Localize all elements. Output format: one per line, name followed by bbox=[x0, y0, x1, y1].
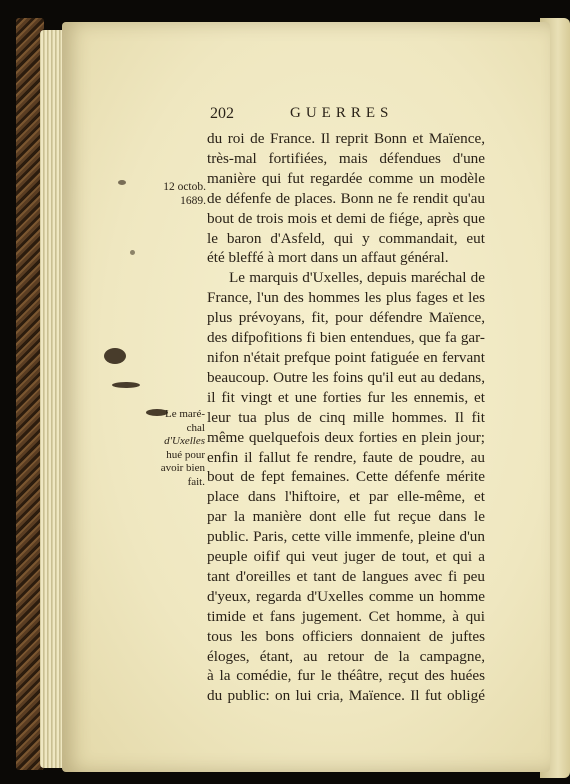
running-title: GUERRES bbox=[290, 105, 394, 121]
text-line: beaucoup. Outre les foins qu'il eut au dedans, bbox=[207, 368, 485, 386]
ink-stain bbox=[130, 250, 135, 255]
text-line: bout de fept femaines. Cette défenfe mérite bbox=[207, 468, 485, 486]
ink-stain bbox=[104, 348, 126, 364]
text-line: tous les bons officiers donnaient de juftes bbox=[207, 627, 485, 645]
margin-line: hué pour bbox=[166, 448, 205, 461]
paragraph-2 bbox=[207, 268, 485, 706]
page-number: 202 bbox=[210, 105, 234, 122]
margin-line: 12 octob. bbox=[163, 181, 206, 193]
text-line: éloges, étant, au retour de la campagne, bbox=[207, 647, 485, 665]
margin-line: avoir bien bbox=[160, 462, 205, 475]
text-line: il fit vingt et une forties fur les ennemis, et bbox=[207, 388, 485, 406]
text-line: du public: on lui cria, Maïence. Il fut obligé bbox=[207, 687, 485, 705]
margin-line: 1689. bbox=[180, 195, 206, 207]
margin-line: Le maré- bbox=[165, 408, 205, 420]
paragraph-1 bbox=[207, 129, 485, 268]
margin-note-date bbox=[150, 180, 206, 208]
margin-line: d'Uxelles bbox=[164, 435, 205, 448]
text-line: d'yeux, regarda d'Uxelles comme un homme bbox=[207, 587, 485, 605]
text-line: peuple oifif qui veut juger de tout, et qui a bbox=[207, 548, 485, 566]
text-line: France, l'un des hommes les plus fages et les bbox=[207, 289, 485, 307]
text-line: place dans l'hiftoire, et par elle-même, et bbox=[207, 488, 485, 506]
text-line: manière qui fut regardée comme un modèle bbox=[207, 169, 485, 187]
text-line: plus prévoyans, fit, pour défendre Maïence, bbox=[207, 309, 485, 327]
text-line: à la comédie, fur le théâtre, reçut des huées bbox=[207, 667, 485, 685]
text-line: de défenfe de places. Bonn ne fe rendit qu'au bbox=[207, 189, 485, 207]
text-line: Le marquis d'Uxelles, depuis maréchal de bbox=[229, 269, 485, 287]
text-line: le baron d'Asfeld, qui y commandait, eut bbox=[207, 229, 485, 247]
text-line: été bleffé à mort dans un affaut général. bbox=[207, 249, 449, 267]
text-line: par la manière dont elle fut reçue dans le bbox=[207, 508, 485, 526]
margin-line: fait. bbox=[187, 475, 205, 488]
text-line: du roi de France. Il reprit Bonn et Maïence, bbox=[207, 130, 485, 147]
margin-line: chal bbox=[186, 421, 205, 434]
text-line: très-mal fortifiées, mais défendues d'une bbox=[207, 149, 485, 167]
ink-stain bbox=[112, 382, 140, 388]
page-header bbox=[210, 105, 410, 125]
text-line: des difpofitions fi bien entendues, que fa gar- bbox=[207, 329, 485, 347]
text-line: tant d'oreilles et tant de langues avec fi peu bbox=[207, 567, 485, 585]
text-line: bout de trois mois et demi de fiége, après que bbox=[207, 209, 485, 227]
text-line: même quelquefois deux forties en plein jour; bbox=[207, 428, 485, 446]
text-line: leur tua plus de cinq mille hommes. Il fit bbox=[207, 408, 485, 426]
text-line: timide et fans jugement. Cet homme, à qui bbox=[207, 607, 485, 625]
page-body bbox=[207, 129, 485, 706]
margin-note-uxelles bbox=[140, 408, 205, 490]
text-line: enfin il fallut fe rendre, faute de poudre, au bbox=[207, 448, 485, 466]
ink-stain bbox=[118, 180, 126, 185]
text-line: nifon n'était prefque point fatiguée en fervant bbox=[207, 348, 485, 366]
text-line: public. Paris, cette ville immenfe, pleine d'un bbox=[207, 528, 485, 546]
